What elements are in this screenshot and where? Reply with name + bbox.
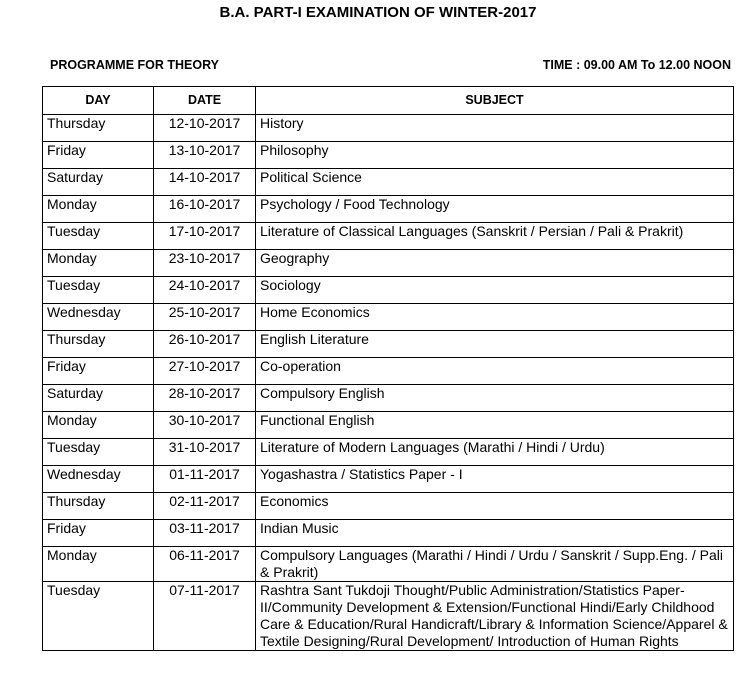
- subject-cell: Geography: [256, 250, 734, 277]
- subject-cell: Sociology: [256, 277, 734, 304]
- date-cell: 27-10-2017: [154, 358, 256, 385]
- column-header-day: DAY: [43, 87, 154, 115]
- day-cell: Tuesday: [43, 277, 154, 304]
- date-cell: 06-11-2017: [154, 547, 256, 582]
- table-row: [43, 250, 734, 277]
- day-cell: Friday: [43, 520, 154, 547]
- date-cell: 14-10-2017: [154, 169, 256, 196]
- day-cell: Friday: [43, 142, 154, 169]
- subject-cell: Literature of Classical Languages (Sanskrit / Persian / Pali & Prakrit): [256, 223, 734, 250]
- subject-cell: Economics: [256, 493, 734, 520]
- date-cell: 12-10-2017: [154, 115, 256, 142]
- page-title: B.A. PART-I EXAMINATION OF WINTER-2017: [219, 4, 537, 21]
- date-cell: 30-10-2017: [154, 412, 256, 439]
- subject-cell: Co-operation: [256, 358, 734, 385]
- day-cell: Tuesday: [43, 223, 154, 250]
- subject-cell: Indian Music: [256, 520, 734, 547]
- subject-cell: Philosophy: [256, 142, 734, 169]
- subject-cell: Rashtra Sant Tukdoji Thought/Public Administration/Statistics Paper-II/Community Development & Extension/Functional Hindi/Early Childhood Care & Education/Rural Handicraft/Library & Information Science/Apparel & Textile Designing/Rural Development/ Introduction of Human Rights: [256, 582, 734, 651]
- table-row: [43, 385, 734, 412]
- table-row: [43, 115, 734, 142]
- day-cell: Wednesday: [43, 304, 154, 331]
- table-row: [43, 331, 734, 358]
- date-cell: 24-10-2017: [154, 277, 256, 304]
- table-row: [43, 169, 734, 196]
- date-cell: 13-10-2017: [154, 142, 256, 169]
- table-row: [43, 439, 734, 466]
- subject-cell: History: [256, 115, 734, 142]
- table-row: [43, 412, 734, 439]
- date-cell: 16-10-2017: [154, 196, 256, 223]
- subject-cell: Compulsory Languages (Marathi / Hindi / Urdu / Sanskrit / Supp.Eng. / Pali & Prakrit): [256, 547, 734, 582]
- table-row: [43, 196, 734, 223]
- table-row: [43, 358, 734, 385]
- day-cell: Saturday: [43, 169, 154, 196]
- day-cell: Monday: [43, 547, 154, 582]
- date-cell: 03-11-2017: [154, 520, 256, 547]
- date-cell: 02-11-2017: [154, 493, 256, 520]
- table-row: [43, 547, 734, 582]
- date-cell: 07-11-2017: [154, 582, 256, 651]
- subject-cell: Literature of Modern Languages (Marathi / Hindi / Urdu): [256, 439, 734, 466]
- time-label: TIME : 09.00 AM To 12.00 NOON: [542, 58, 731, 72]
- day-cell: Tuesday: [43, 439, 154, 466]
- day-cell: Wednesday: [43, 466, 154, 493]
- subject-cell: Compulsory English: [256, 385, 734, 412]
- table-row: [43, 142, 734, 169]
- day-cell: Saturday: [43, 385, 154, 412]
- day-cell: Monday: [43, 412, 154, 439]
- column-header-subject: SUBJECT: [256, 87, 734, 115]
- subject-cell: Political Science: [256, 169, 734, 196]
- table-row: [43, 493, 734, 520]
- schedule-table: [42, 86, 734, 651]
- subject-cell: Functional English: [256, 412, 734, 439]
- table-row: [43, 277, 734, 304]
- table-row: [43, 582, 734, 651]
- subject-cell: English Literature: [256, 331, 734, 358]
- date-cell: 23-10-2017: [154, 250, 256, 277]
- day-cell: Friday: [43, 358, 154, 385]
- date-cell: 26-10-2017: [154, 331, 256, 358]
- table-row: [43, 466, 734, 493]
- header-row: [43, 87, 734, 115]
- date-cell: 17-10-2017: [154, 223, 256, 250]
- subject-cell: Psychology / Food Technology: [256, 196, 734, 223]
- date-cell: 28-10-2017: [154, 385, 256, 412]
- day-cell: Thursday: [43, 331, 154, 358]
- table-row: [43, 520, 734, 547]
- subject-cell: Yogashastra / Statistics Paper - I: [256, 466, 734, 493]
- table-row: [43, 223, 734, 250]
- date-cell: 01-11-2017: [154, 466, 256, 493]
- programme-label: PROGRAMME FOR THEORY: [50, 58, 219, 72]
- table-row: [43, 304, 734, 331]
- column-header-date: DATE: [154, 87, 256, 115]
- subject-cell: Home Economics: [256, 304, 734, 331]
- day-cell: Monday: [43, 196, 154, 223]
- day-cell: Monday: [43, 250, 154, 277]
- date-cell: 31-10-2017: [154, 439, 256, 466]
- day-cell: Tuesday: [43, 582, 154, 651]
- day-cell: Thursday: [43, 493, 154, 520]
- day-cell: Thursday: [43, 115, 154, 142]
- date-cell: 25-10-2017: [154, 304, 256, 331]
